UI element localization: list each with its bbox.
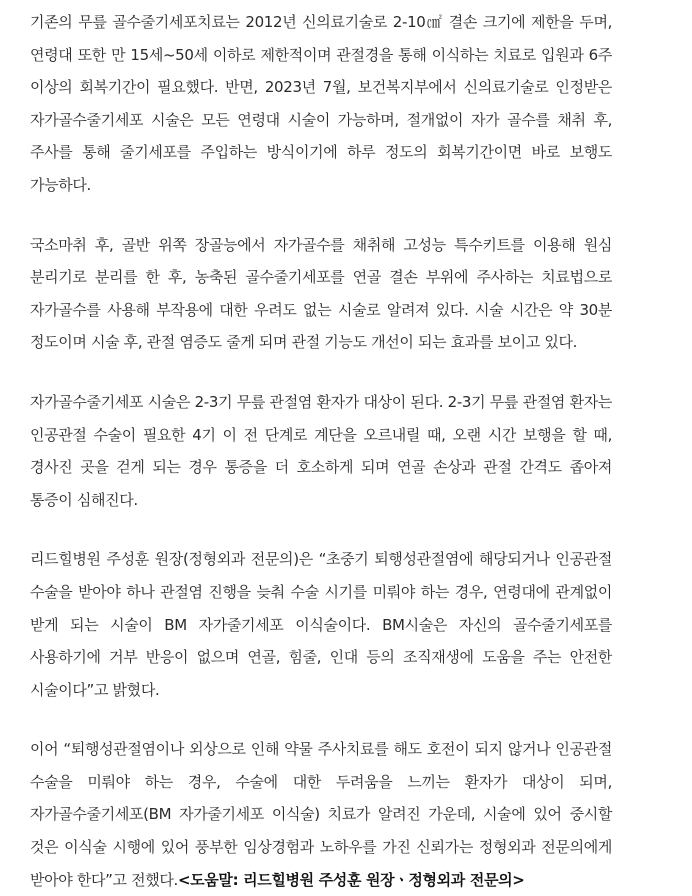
article-paragraph-1: 기존의 무릎 골수줄기세포치료는 2012년 신의료기술로 2-10㎠ 결손 크기에 제한을 두며, 연령대 또한 만 15세~50세 이하로 제한적이며 관절경을 통해 이식하는 치료로 입원과 6주 이상의 회복기간이 필요했다. 반면, 2023년 7월, 보건복지부에서 신의료기술로 인정받은 자가골수줄기세포 시술은 모든 연령대 시술이 가능하며, 절개없이 자가 골수를 채취 후, 주사를 통해 줄기세포를 주입하는 방식이기에 하루 정도의 회복기간이면 바로 보행도 가능하다. (30, 13, 612, 194)
article-paragraph-5 (30, 733, 612, 896)
source-credit: <도움말: 리드힐병원 주성훈 원장ㆍ정형외과 전문의> (177, 870, 525, 889)
article-paragraph-3: 자가골수줄기세포 시술은 2-3기 무릎 관절염 환자가 대상이 된다. 2-3기 무릎 관절염 환자는 인공관절 수술이 필요한 4기 이 전 단계로 계단을 오르내릴 때, 오랜 시간 보행을 할 때, 경사진 곳을 걷게 되는 경우 통증을 더 호소하게 되며 연골 손상과 관절 간격도 좁아져 통증이 심해진다. (30, 392, 612, 509)
article-paragraph-4: 리드힐병원 주성훈 원장(정형외과 전문의)은 “초중기 퇴행성관절염에 해당되거나 인공관절 수술을 받아야 하나 관절염 진행을 늦춰 수술 시기를 미뤄야 하는 경우, 연령대에 관계없이 받게 되는 시술이 BM 자가줄기세포 이식술이다. BM시술은 자신의 골수줄기세포를 사용하기에 거부 반응이 없으며 연골, 힘줄, 인대 등의 조직재생에 도움을 주는 안전한 시술이다”고 밝혔다. (30, 550, 612, 699)
article-paragraph-2: 국소마취 후, 골반 위쪽 장골능에서 자가골수를 채취해 고성능 특수키트를 이용해 원심 분리기로 분리를 한 후, 농축된 골수줄기세포를 연골 결손 부위에 주사하는 치료법으로 자가골수를 사용해 부작용에 대한 우려도 없는 시술로 알려져 있다. 시술 시간은 약 30분 정도이며 시술 후, 관절 염증도 줄게 되며 관절 기능도 개선이 되는 효과를 보이고 있다. (30, 235, 612, 352)
article-paragraph-5-text: 이어 “퇴행성관절염이나 외상으로 인해 약물 주사치료를 해도 호전이 되지 않거나 인공관절 수술을 미뤄야 하는 경우, 수술에 대한 두려움을 느끼는 환자가 대상이 되며, 자가골수줄기세포(BM 자가줄기세포 이식술) 치료가 알려진 가운데, 시술에 있어 중시할 것은 이식술 시행에 있어 풍부한 임상경험과 노하우를 가진 신뢰가는 정형외과 전문의에게 받아야 한다”고 전했다. (30, 740, 612, 889)
